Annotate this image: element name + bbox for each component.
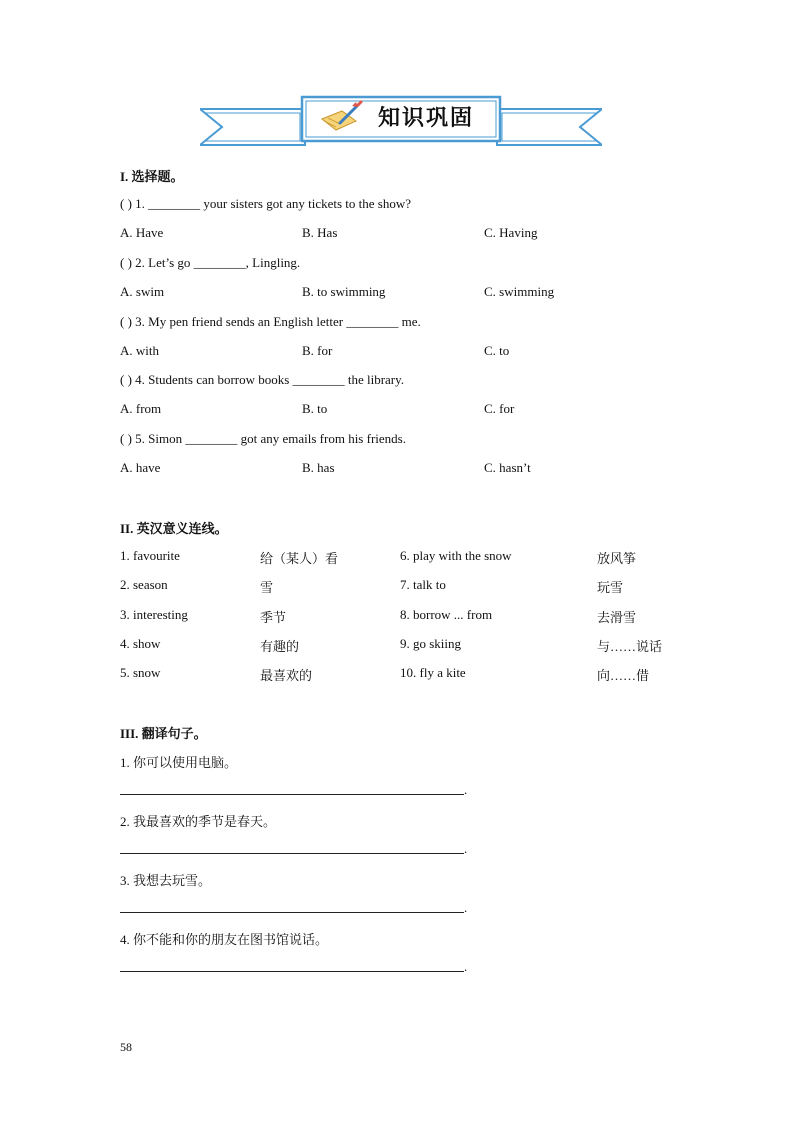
q4-option-a: A. from	[120, 401, 162, 416]
match-en-right-8: 8. borrow ... from	[400, 607, 493, 622]
q2-option-a: A. swim	[120, 284, 165, 299]
match-en-right-9: 9. go skiing	[400, 636, 462, 651]
match-en-right-10: 10. fly a kite	[400, 665, 466, 680]
translate-prompt-4: 4. 你不能和你的朋友在图书馆说话。	[120, 932, 329, 947]
page-number: 58	[120, 1040, 132, 1054]
match-zh-left-1: 给（某人）看	[260, 551, 339, 566]
q1-option-b: B. Has	[302, 225, 338, 240]
q5-option-c: C. hasn’t	[484, 460, 531, 475]
q3-option-a: A. with	[120, 343, 159, 358]
q4-option-c: C. for	[484, 401, 515, 416]
q1-option-a: A. Have	[120, 225, 164, 240]
match-en-left-5: 5. snow	[120, 665, 161, 680]
answer-line-1-period: .	[464, 782, 468, 797]
match-en-left-2: 2. season	[120, 577, 168, 592]
q2-option-c: C. swimming	[484, 284, 555, 299]
translate-prompt-3: 3. 我想去玩雪。	[120, 873, 212, 888]
section-1-title: I. 选择题。	[120, 169, 184, 184]
q1-option-c: C. Having	[484, 225, 538, 240]
answer-line-3[interactable]	[120, 912, 464, 913]
match-zh-right-3: 去滑雪	[597, 610, 637, 625]
match-zh-right-1: 放风筝	[597, 551, 637, 566]
translate-prompt-1: 1. 你可以使用电脑。	[120, 755, 238, 770]
match-zh-left-2: 雪	[260, 580, 274, 595]
banner-title: 知识巩固	[378, 106, 475, 131]
q3-option-c: C. to	[484, 343, 510, 358]
question-4: ( ) 4. Students can borrow books ________ the library.	[120, 372, 405, 387]
match-en-left-3: 3. interesting	[120, 607, 188, 622]
match-en-left-1: 1. favourite	[120, 548, 180, 563]
answer-line-1[interactable]	[120, 794, 464, 795]
q3-option-b: B. for	[302, 343, 333, 358]
answer-line-4[interactable]	[120, 971, 464, 972]
section-banner	[200, 93, 602, 155]
answer-line-3-period: .	[464, 900, 468, 915]
question-2: ( ) 2. Let’s go ________, Lingling.	[120, 255, 301, 270]
match-zh-right-4: 与……说话	[597, 639, 663, 654]
q5-option-b: B. has	[302, 460, 335, 475]
section-2-title: II. 英汉意义连线。	[120, 521, 228, 536]
match-en-right-6: 6. play with the snow	[400, 548, 512, 563]
question-5: ( ) 5. Simon ________ got any emails from his friends.	[120, 431, 406, 446]
match-zh-right-5: 向……借	[597, 668, 650, 683]
translate-prompt-2: 2. 我最喜欢的季节是春天。	[120, 814, 277, 829]
question-1: ( ) 1. ________ your sisters got any tickets to the show?	[120, 196, 412, 211]
match-en-left-4: 4. show	[120, 636, 161, 651]
match-zh-left-5: 最喜欢的	[260, 668, 313, 683]
q2-option-b: B. to swimming	[302, 284, 386, 299]
answer-line-4-period: .	[464, 959, 468, 974]
answer-line-2[interactable]	[120, 853, 464, 854]
answer-line-2-period: .	[464, 841, 468, 856]
question-3: ( ) 3. My pen friend sends an English letter ________ me.	[120, 314, 421, 329]
q5-option-a: A. have	[120, 460, 161, 475]
match-zh-right-2: 玩雪	[597, 580, 624, 595]
match-zh-left-3: 季节	[260, 610, 287, 625]
section-3-title: III. 翻译句子。	[120, 726, 207, 741]
q4-option-b: B. to	[302, 401, 328, 416]
match-zh-left-4: 有趣的	[260, 639, 300, 654]
match-en-right-7: 7. talk to	[400, 577, 446, 592]
